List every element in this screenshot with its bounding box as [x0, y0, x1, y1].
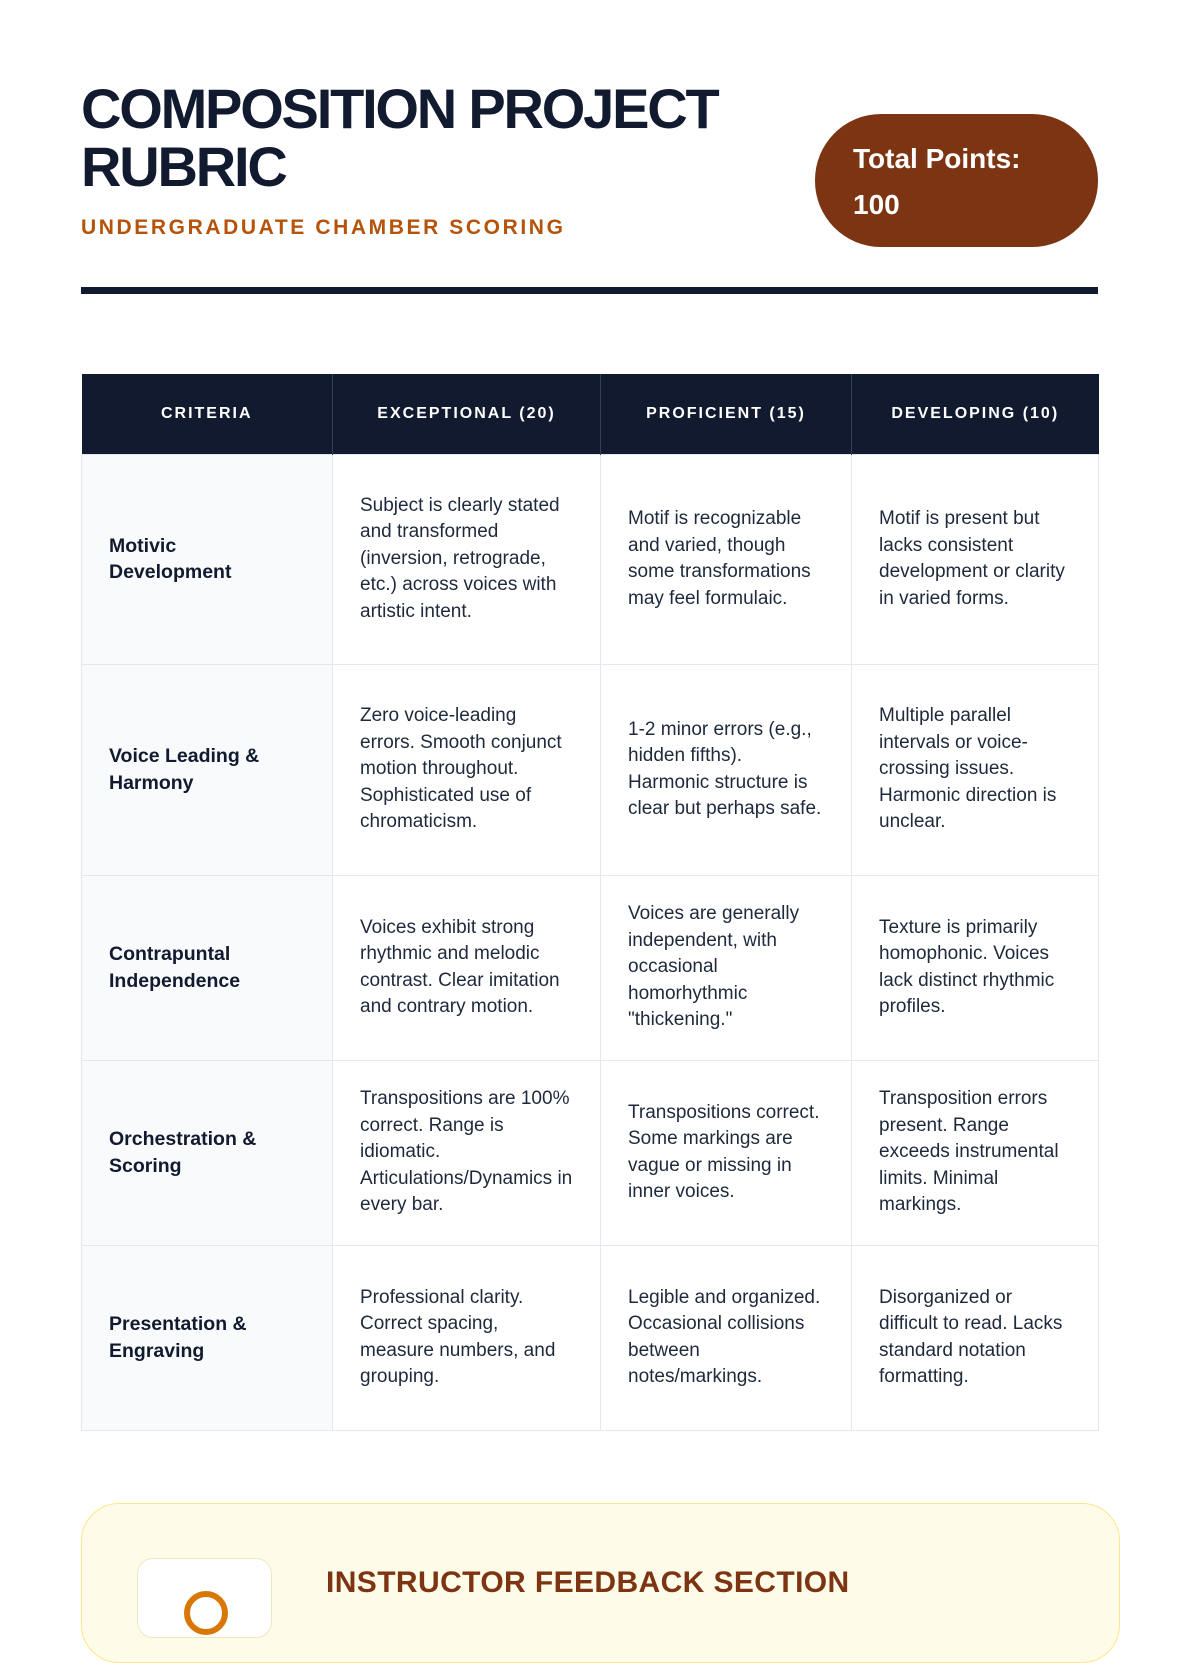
table-row	[82, 1060, 1099, 1245]
exceptional-cell: Transpositions are 100% correct. Range is idiomatic. Articulations/Dynamics in every bar.	[333, 1060, 601, 1245]
feedback-icon-box	[137, 1558, 272, 1638]
total-points-label: Total Points:	[853, 143, 1021, 174]
rubric-table	[81, 374, 1099, 1431]
proficient-cell: Transpositions correct. Some markings are vague or missing in inner voices.	[601, 1060, 852, 1245]
table-row	[82, 454, 1099, 664]
total-points-value: 100	[853, 189, 900, 220]
page-header	[81, 0, 1098, 294]
feedback-title: INSTRUCTOR FEEDBACK SECTION	[326, 1566, 850, 1599]
column-header-developing: DEVELOPING (10)	[852, 374, 1099, 454]
proficient-cell: Legible and organized. Occasional collisions between notes/markings.	[601, 1245, 852, 1430]
column-header-exceptional: EXCEPTIONAL (20)	[333, 374, 601, 454]
criteria-cell: Presentation & Engraving	[82, 1245, 333, 1430]
table-header-row	[82, 374, 1099, 454]
developing-cell: Multiple parallel intervals or voice-crossing issues. Harmonic direction is unclear.	[852, 664, 1099, 875]
proficient-cell: Motif is recognizable and varied, though some transformations may feel formulaic.	[601, 454, 852, 664]
developing-cell: Texture is primarily homophonic. Voices lack distinct rhythmic profiles.	[852, 875, 1099, 1060]
exceptional-cell: Professional clarity. Correct spacing, measure numbers, and grouping.	[333, 1245, 601, 1430]
header-divider	[81, 287, 1098, 294]
criteria-cell: Orchestration & Scoring	[82, 1060, 333, 1245]
developing-cell: Motif is present but lacks consistent development or clarity in varied forms.	[852, 454, 1099, 664]
table-row	[82, 664, 1099, 875]
exceptional-cell: Zero voice-leading errors. Smooth conjunct motion throughout. Sophisticated use of chromaticism.	[333, 664, 601, 875]
page-title: COMPOSITION PROJECT RUBRIC	[81, 77, 718, 198]
criteria-cell: Contrapuntal Independence	[82, 875, 333, 1060]
exceptional-cell: Subject is clearly stated and transformed (inversion, retrograde, etc.) across voices with artistic intent.	[333, 454, 601, 664]
column-header-proficient: PROFICIENT (15)	[601, 374, 852, 454]
feedback-icon	[182, 1589, 230, 1637]
criteria-cell: Voice Leading & Harmony	[82, 664, 333, 875]
exceptional-cell: Voices exhibit strong rhythmic and melodic contrast. Clear imitation and contrary motion.	[333, 875, 601, 1060]
table-row	[82, 1245, 1099, 1430]
total-points-badge	[815, 114, 1098, 247]
criteria-cell: Motivic Development	[82, 454, 333, 664]
developing-cell: Transposition errors present. Range exceeds instrumental limits. Minimal markings.	[852, 1060, 1099, 1245]
page-subtitle: UNDERGRADUATE CHAMBER SCORING	[81, 216, 566, 239]
column-header-criteria: CRITERIA	[82, 374, 333, 454]
table-row	[82, 875, 1099, 1060]
developing-cell: Disorganized or difficult to read. Lacks standard notation formatting.	[852, 1245, 1099, 1430]
proficient-cell: Voices are generally independent, with occasional homorhythmic "thickening."	[601, 875, 852, 1060]
instructor-feedback-section	[81, 1503, 1120, 1663]
proficient-cell: 1-2 minor errors (e.g., hidden fifths). Harmonic structure is clear but perhaps safe.	[601, 664, 852, 875]
